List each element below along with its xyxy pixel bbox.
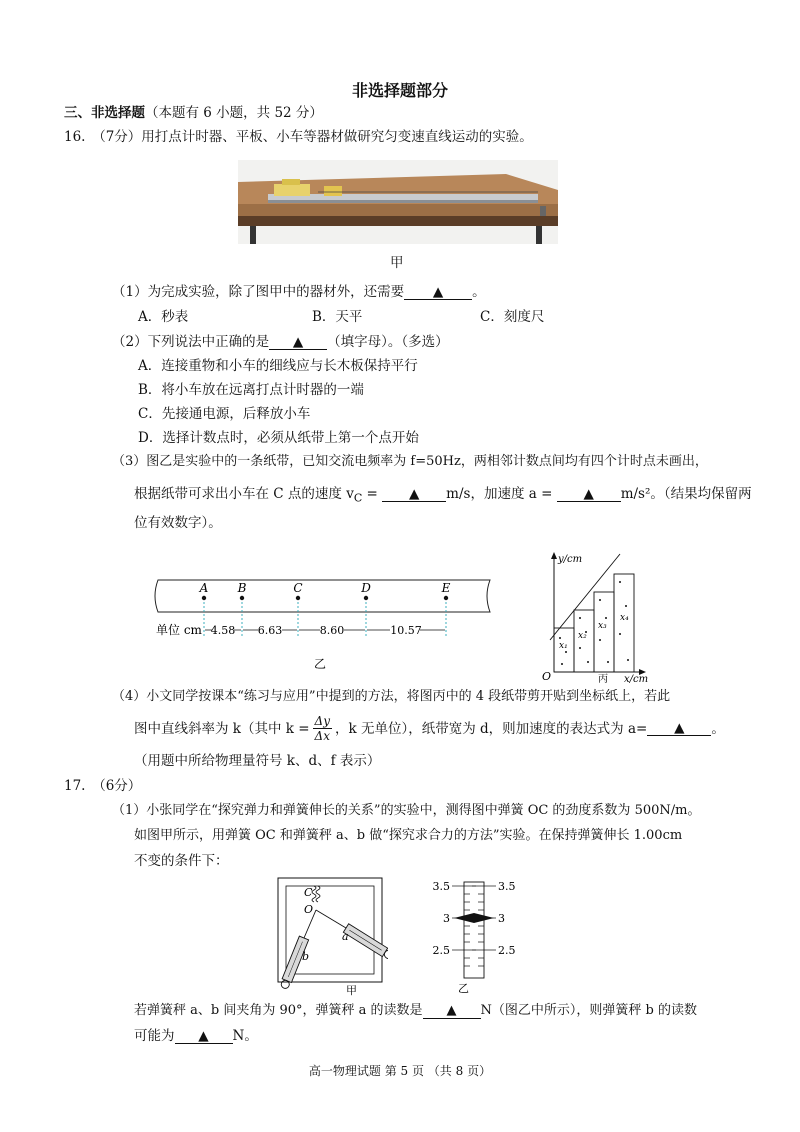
q16-p2-option-d: D．选择计数点时，必须从纸带上第一个点开始 — [138, 430, 419, 446]
label-b: b — [302, 950, 310, 963]
q16-p3-blank2[interactable]: ▲ — [557, 487, 621, 502]
q17-line5 — [134, 1027, 258, 1045]
page-title: 非选择题部分 — [351, 81, 448, 100]
section-heading — [64, 104, 323, 122]
q16-p4-line3: （用题中所给物理量符号 k、d、f 表示） — [134, 753, 381, 769]
scale-right-3: 3 — [498, 912, 505, 925]
tape-point-e: E — [441, 581, 451, 595]
fig17-yi-caption: 乙 — [458, 982, 469, 995]
q16-p3-unit1: m/s，加速度 a = — [446, 486, 557, 502]
graph-label-x4: x₄ — [620, 613, 629, 623]
q16-p3-line2 — [134, 485, 752, 508]
q16-p3-line2b: = — [362, 486, 383, 502]
label-o: O — [304, 903, 314, 916]
scale-right-25: 2.5 — [498, 944, 516, 957]
fig17-jia-caption: 甲 — [346, 984, 357, 997]
q16-p1 — [112, 283, 486, 301]
q16-p1-text: （1）为完成实验，除了图甲中的器材外，还需要 — [112, 284, 405, 300]
q16-p1-blank[interactable]: ▲ — [404, 285, 472, 300]
label-a: a — [342, 930, 349, 943]
tape-point-a: A — [199, 581, 209, 595]
graph-label-x2: x₂ — [578, 631, 587, 641]
q16-p4-line2a: 图中直线斜率为 k（其中 k = — [134, 720, 310, 737]
q17-line4b: N（图乙中所示），则弹簧秤 b 的读数 — [480, 1003, 697, 1018]
q17-line5b: N。 — [232, 1028, 258, 1044]
q16-p4-line2 — [134, 714, 725, 743]
fraction-denominator: Δx — [314, 729, 330, 743]
q17-line5a: 可能为 — [134, 1028, 175, 1044]
scale-right-35: 3.5 — [498, 880, 516, 893]
q16-p1-end: 。 — [472, 284, 486, 300]
q17-line4 — [134, 1002, 697, 1020]
q16-p4-line1: （4）小文同学按课本“练习与应用”中提到的方法，将图丙中的 4 段纸带剪开贴到坐标纸上，若此 — [112, 689, 671, 704]
spring-frame-figure — [262, 876, 388, 1000]
graph-origin: O — [542, 670, 552, 683]
q17-line1: （1）小张同学在“探究弹力和弹簧伸长的关系”的实验中，测得图中弹簧 OC 的劲度系数为 500N/m。 — [112, 803, 701, 818]
page-footer: 高一物理试题 第 5 页 （共 8 页） — [308, 1064, 492, 1078]
tape-seg-cd: 8.60 — [319, 624, 345, 637]
q16-p3-unit2: m/s²。（结果均保留两 — [620, 486, 752, 502]
q16-p2-blank[interactable]: ▲ — [269, 335, 327, 350]
q16-p4-blank[interactable]: ▲ — [647, 721, 711, 736]
q16-p2-option-b: B．将小车放在远离打点计时器的一端 — [138, 382, 364, 398]
fig-bing-caption: 丙 — [598, 674, 608, 684]
graph-xlabel: x/cm — [624, 674, 649, 684]
label-c: C — [304, 886, 313, 899]
tape-seg-ab: 4.58 — [210, 624, 236, 637]
q17-line4a: 若弹簧秤 a、b 间夹角为 90°，弹簧秤 a 的读数是 — [134, 1003, 423, 1018]
scale-left-25: 2.5 — [432, 944, 450, 957]
q16-p2-option-c: C．先接通电源，后释放小车 — [138, 406, 311, 422]
q16-p2-end: （填字母）。（多选） — [327, 334, 449, 350]
q16-p3-line1: （3）图乙是实验中的一条纸带，已知交流电频率为 f=50Hz，两相邻计数点间均有四个计时点未画出， — [112, 454, 708, 469]
q16-p2-option-a: A．连接重物和小车的细线应与长木板保持平行 — [138, 358, 418, 374]
q16-p3-blank1[interactable]: ▲ — [382, 487, 446, 502]
graph-ylabel: y/cm — [558, 554, 583, 565]
q16-p4-line2b: ，k 无单位），纸带宽为 d，则加速度的表达式为 a= — [335, 720, 648, 737]
spring-scale-reading — [420, 880, 530, 996]
q17-blank1[interactable]: ▲ — [423, 1004, 481, 1019]
q16-p2-text: （2）下列说法中正确的是 — [112, 334, 270, 350]
tape-seg-de: 10.57 — [390, 624, 422, 637]
fraction-numerator: Δy — [314, 714, 330, 728]
tape-point-d: D — [361, 581, 371, 595]
paper-tape-diagram — [150, 578, 495, 674]
section-note: （本题有 6 小题，共 52 分） — [145, 105, 323, 121]
tape-unit-label: 单位 cm — [156, 623, 202, 637]
tape-point-b: B — [237, 581, 247, 595]
section-label: 三、非选择题 — [64, 105, 145, 121]
q16-p2 — [112, 333, 449, 351]
tape-seg-bc: 6.63 — [257, 624, 283, 637]
fig-jia-caption: 甲 — [390, 255, 404, 271]
q16-p3-line3: 位有效数字）。 — [134, 515, 222, 531]
scale-left-35: 3.5 — [432, 880, 450, 893]
scale-left-3: 3 — [443, 912, 450, 925]
graph-label-x1: x₁ — [559, 641, 568, 651]
q17-line3: 不变的条件下： — [134, 853, 229, 869]
q16-p1-option-b: B．天平 — [312, 309, 363, 325]
q17-line2: 如图甲所示，用弹簧 OC 和弹簧秤 a、b 做“探究求合力的方法”实验。在保持弹簧伸长 1.00cm — [134, 828, 683, 843]
fig-yi-caption: 乙 — [313, 657, 327, 671]
q16-p3-line2a: 根据纸带可求出小车在 C 点的速度 v — [134, 486, 354, 502]
experiment-photo — [238, 160, 558, 244]
q17-blank2[interactable]: ▲ — [175, 1029, 233, 1044]
graph-label-x3: x₃ — [598, 621, 607, 631]
q16-p1-option-a: A．秒表 — [138, 309, 189, 325]
q16-p3-sub-c: C — [353, 491, 363, 505]
strip-graph — [540, 548, 652, 684]
q17-stem: 17. （6分） — [64, 778, 142, 794]
q16-p1-option-c: C．刻度尺 — [480, 309, 545, 325]
tape-point-c: C — [293, 581, 303, 595]
slope-fraction — [313, 714, 332, 743]
q16-stem: 16. （7分）用打点计时器、平板、小车等器材做研究匀变速直线运动的实验。 — [64, 129, 533, 145]
q16-p4-end: 。 — [711, 720, 725, 737]
